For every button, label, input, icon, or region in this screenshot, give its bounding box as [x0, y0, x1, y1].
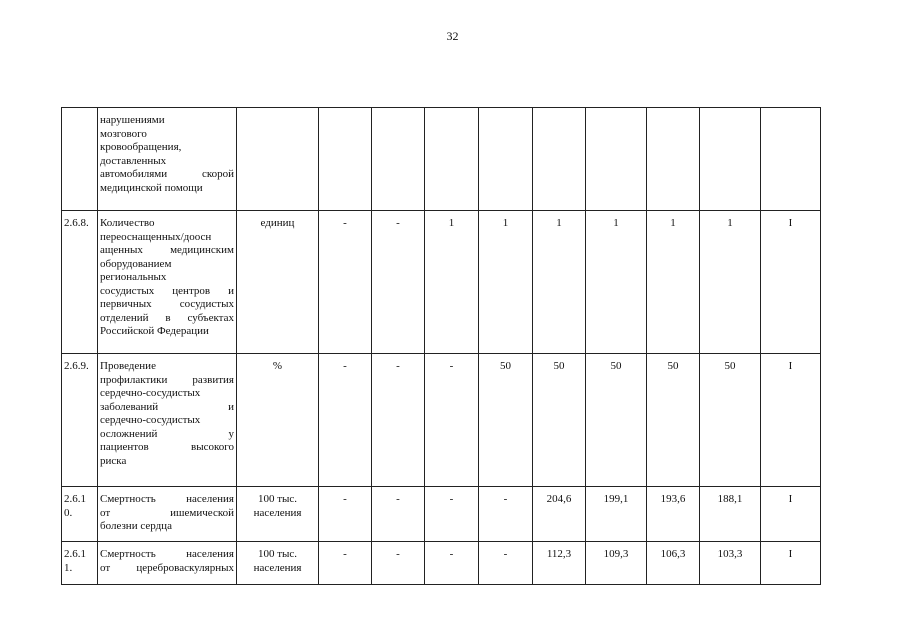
indicator-name-line: болезни сердца [100, 520, 172, 532]
row-number [62, 211, 98, 354]
indicator-name-line: Количество [100, 217, 155, 229]
indicator-name-line: заболеваний и [100, 400, 234, 413]
indicator-name-line: сосудистых центров и [100, 284, 234, 297]
indicator-name-line: от ишемической [100, 506, 234, 519]
indicator-name-line: доставленных [100, 154, 167, 167]
value-cell: 109,3 [586, 542, 647, 585]
indicator-name-line: нарушениями [100, 114, 165, 126]
indicator-name-line: профилактики развития [100, 373, 234, 386]
indicator-name [98, 542, 237, 585]
indicator-name-line: мозгового [100, 127, 147, 140]
indicator-name-line: кровообращения, [100, 141, 182, 153]
indicator-name-line: Смертность населения [100, 493, 234, 505]
indicator-name-line: ащенных медицинским [100, 244, 234, 256]
table-row [62, 487, 821, 542]
value-cell: 50 [586, 354, 647, 487]
row-number [62, 354, 98, 487]
row-number [62, 108, 98, 211]
unit-of-measure-line: единиц [260, 217, 295, 229]
value-cell: 1 [647, 211, 700, 354]
indicator-name [98, 108, 237, 211]
value-cell: - [372, 487, 425, 542]
value-cell: I [761, 487, 821, 542]
unit-of-measure [237, 487, 319, 542]
value-cell: 1 [479, 211, 533, 354]
table-row [62, 211, 821, 354]
table-body [62, 108, 821, 585]
value-cell: 188,1 [700, 487, 761, 542]
unit-of-measure [237, 211, 319, 354]
value-cell [425, 108, 479, 211]
indicator-name [98, 354, 237, 487]
value-cell: 50 [533, 354, 586, 487]
value-cell: 112,3 [533, 542, 586, 585]
table-row [62, 354, 821, 487]
indicator-name-line: Смертность населения [100, 548, 234, 560]
value-cell: - [319, 542, 372, 585]
value-cell: 50 [479, 354, 533, 487]
value-cell: I [761, 211, 821, 354]
row-number-line: 2.6.8. [64, 217, 89, 229]
indicator-table [61, 107, 821, 585]
unit-of-measure [237, 354, 319, 487]
value-cell: 193,6 [647, 487, 700, 542]
value-cell: I [761, 542, 821, 585]
value-cell: 50 [647, 354, 700, 487]
indicator-name-line: риска [100, 454, 127, 467]
row-number-line: 2.6.1 [64, 548, 86, 560]
value-cell: I [761, 354, 821, 487]
indicator-name-line: сердечно-сосудистых [100, 414, 201, 426]
unit-of-measure-line: 100 тыс. [257, 548, 298, 560]
value-cell: 50 [700, 354, 761, 487]
indicator-name-line: Проведение [100, 360, 156, 372]
value-cell [533, 108, 586, 211]
indicator-name-line: пациентов высокого [100, 441, 234, 453]
value-cell: 204,6 [533, 487, 586, 542]
unit-of-measure-line: населения [253, 561, 302, 574]
unit-of-measure [237, 108, 319, 211]
value-cell: - [319, 211, 372, 354]
value-cell: 1 [425, 211, 479, 354]
table-row [62, 542, 821, 585]
value-cell [700, 108, 761, 211]
value-cell [647, 108, 700, 211]
value-cell: - [425, 542, 479, 585]
unit-of-measure [237, 542, 319, 585]
unit-of-measure-line: населения [253, 506, 302, 519]
indicator-name-line: первичных сосудистых [100, 298, 234, 310]
value-cell: - [372, 354, 425, 487]
value-cell: 106,3 [647, 542, 700, 585]
indicator-name-line: Российской Федерации [100, 325, 209, 337]
table-row [62, 108, 821, 211]
row-number-line: 2.6.9. [64, 360, 89, 372]
row-number-line: 2.6.1 [64, 493, 86, 505]
indicator-name-line: сердечно-сосудистых [100, 387, 201, 399]
row-number [62, 487, 98, 542]
indicator-name [98, 211, 237, 354]
value-cell [761, 108, 821, 211]
indicator-name-line: региональных [100, 271, 167, 283]
value-cell: 1 [533, 211, 586, 354]
value-cell: - [319, 354, 372, 487]
indicator-name-line: автомобилями скорой [100, 168, 234, 180]
indicator-name [98, 487, 237, 542]
indicator-name-line: оборудованием [100, 257, 172, 270]
value-cell: - [372, 211, 425, 354]
value-cell: - [425, 354, 479, 487]
indicator-name-line: осложнений у [100, 427, 234, 440]
value-cell: - [479, 487, 533, 542]
value-cell [586, 108, 647, 211]
unit-of-measure-line: 100 тыс. [257, 493, 298, 505]
value-cell [372, 108, 425, 211]
value-cell: - [479, 542, 533, 585]
row-number-line: 1. [64, 561, 73, 574]
value-cell [479, 108, 533, 211]
row-number-line: 0. [64, 506, 73, 519]
value-cell: - [319, 487, 372, 542]
page-number: 32 [446, 29, 459, 43]
value-cell: - [372, 542, 425, 585]
indicator-name-line: отделений в субъектах [100, 311, 234, 324]
indicator-name-line: медицинской помощи [100, 181, 203, 194]
value-cell: 1 [586, 211, 647, 354]
row-number [62, 542, 98, 585]
value-cell [319, 108, 372, 211]
value-cell: - [425, 487, 479, 542]
value-cell: 103,3 [700, 542, 761, 585]
unit-of-measure-line: % [272, 360, 283, 372]
indicator-name-line: переоснащенных/доосн [100, 230, 212, 243]
value-cell: 199,1 [586, 487, 647, 542]
value-cell: 1 [700, 211, 761, 354]
indicator-name-line: от цереброваскулярных [100, 561, 234, 574]
